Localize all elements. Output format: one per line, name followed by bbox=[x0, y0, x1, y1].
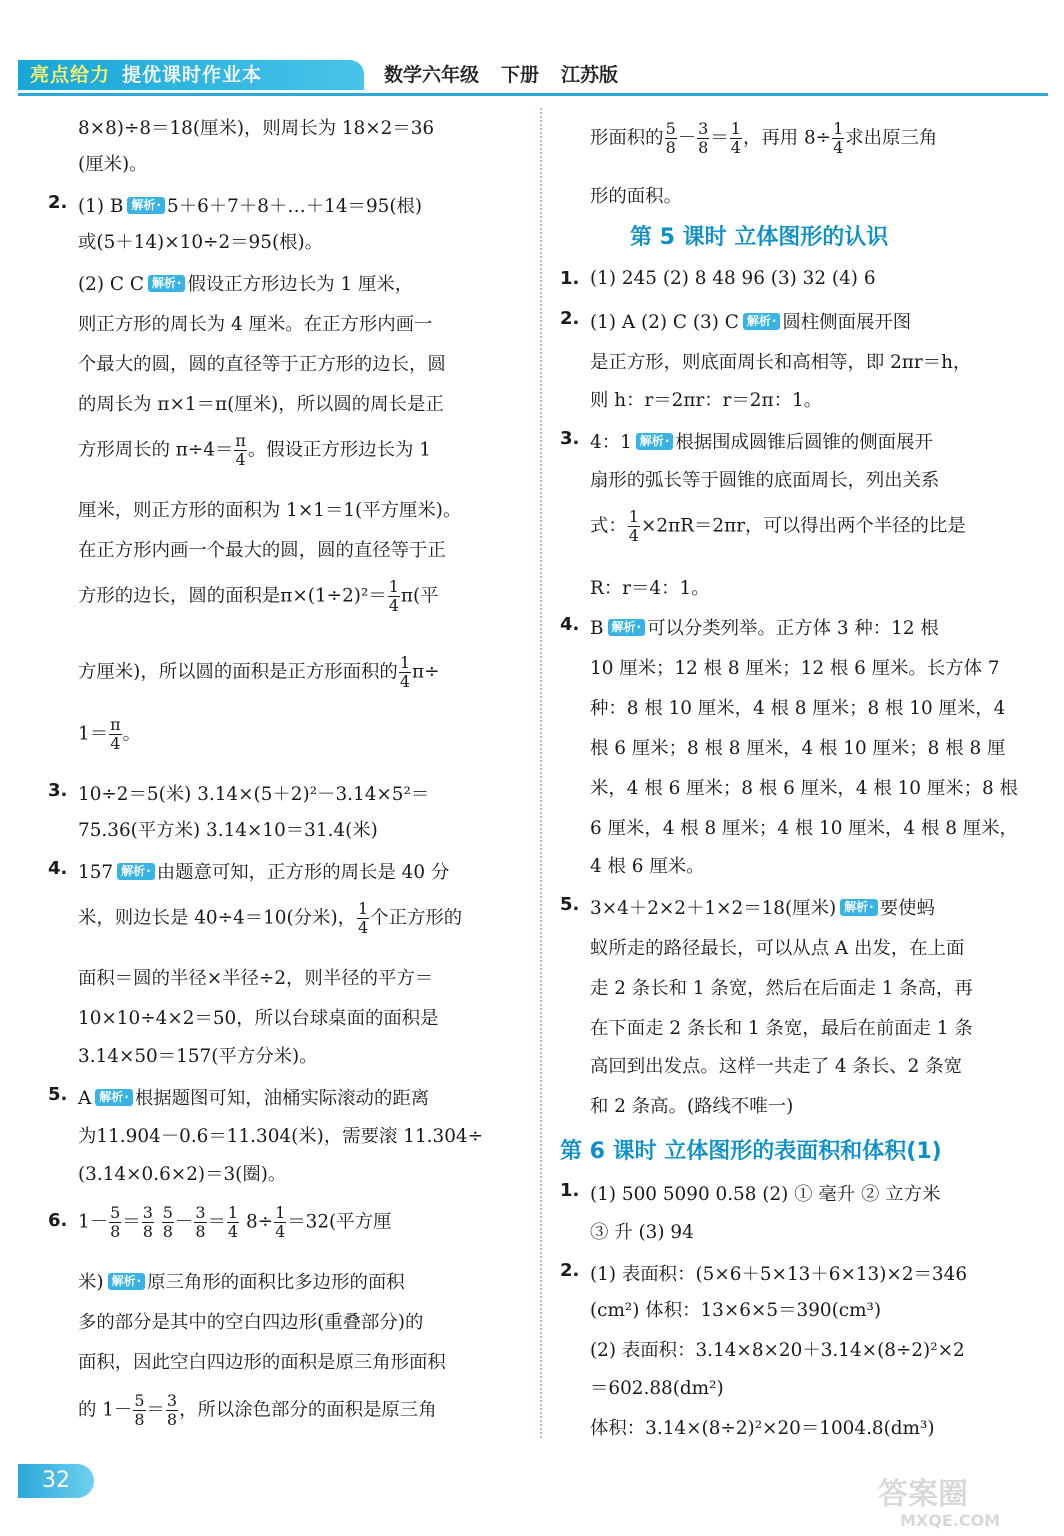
question-number: 2. bbox=[48, 192, 68, 213]
column-divider bbox=[540, 108, 542, 1438]
section-heading: 第 5 课时 立体图形的认识 bbox=[630, 225, 889, 250]
answer-line: 1－ $\frac{5}{8}$ ＝ $\frac{3}{8}$ $\frac{5}{8}$ － $\frac{3}{8}$ ＝ $\frac{1}{4}$ 8÷ $\frac{1}{4}$ ＝32(平方厘 bbox=[78, 1203, 392, 1241]
fraction: $\frac{1}{4}$ bbox=[358, 899, 369, 937]
text-line: 10 厘米；12 根 8 厘米；12 根 6 厘米。长方体 7 bbox=[590, 658, 1000, 679]
section-heading: 第 6 课时 立体图形的表面积和体积(1) bbox=[560, 1139, 942, 1164]
analysis-tag: 解析 · bbox=[108, 1273, 146, 1290]
text-line: (厘米)。 bbox=[78, 154, 148, 175]
answer-line: (1) B 解析 · 5＋6＋7＋8＋…＋14＝95(根) bbox=[78, 192, 422, 218]
question-number: 5. bbox=[48, 1084, 68, 1105]
answer-line: A 解析 · 根据题图可知，油桶实际滚动的距离 bbox=[78, 1084, 429, 1110]
text-line: 米，则边长是 40÷4＝10(分米)， $\frac{1}{4}$ 个正方形的 bbox=[78, 899, 463, 937]
text-line: 在下面走 2 条长和 1 条宽，最后在前面走 1 条 bbox=[590, 1018, 973, 1039]
text-line: 方形的边长，圆的面积是π×(1÷2)²＝ $\frac{1}{4}$ π(平 bbox=[78, 577, 439, 615]
page-number: 32 bbox=[18, 1464, 94, 1498]
text-line: 形面积的 $\frac{5}{8}$ － $\frac{3}{8}$ ＝ $\frac{1}{4}$ ，再用 8÷ $\frac{1}{4}$ 求出原三角 bbox=[590, 119, 938, 157]
answer-line: (1) A (2) C (3) C 解析 · 圆柱侧面展开图 bbox=[590, 308, 911, 334]
analysis-tag: 解析 · bbox=[608, 619, 646, 636]
text-line: ③ 升 (3) 94 bbox=[590, 1222, 694, 1243]
fraction: $\frac{3}{8}$ bbox=[195, 1203, 206, 1241]
text-line: 体积：3.14×(8÷2)²×20＝1004.8(dm³) bbox=[590, 1418, 935, 1439]
text-line: 8×8)÷8＝18(厘米)，则周长为 18×2＝36 bbox=[78, 118, 435, 139]
text-line: 扇形的弧长等于圆锥的底面周长，列出关系 bbox=[590, 470, 940, 491]
text-line: 方形周长的 π÷4＝ $\frac{\pi}{4}$ 。假设正方形边长为 1 bbox=[78, 431, 431, 469]
text-line: ＝602.88(dm²) bbox=[590, 1378, 724, 1399]
text-line: 1＝ $\frac{\pi}{4}$ 。 bbox=[78, 715, 142, 753]
answer-line: B 解析 · 可以分类列举。正方体 3 种：12 根 bbox=[590, 614, 939, 640]
fraction: $\frac{1}{4}$ bbox=[227, 1203, 239, 1241]
text-line: 种：8 根 10 厘米，4 根 8 厘米；8 根 10 厘米，4 bbox=[590, 698, 1006, 719]
fraction: $\frac{5}{8}$ bbox=[134, 1391, 145, 1429]
analysis-tag: 解析 · bbox=[840, 899, 878, 916]
text-line: 根 6 厘米；8 根 8 厘米，4 根 10 厘米；8 根 8 厘 bbox=[590, 738, 1006, 759]
question-number: 3. bbox=[48, 780, 68, 801]
analysis-tag: 解析 · bbox=[148, 275, 186, 292]
text-line: 则 h：r＝2πr：r＝2π：1。 bbox=[590, 390, 823, 411]
text-line: 蚁所走的路径最长，可以从点 A 出发，在上面 bbox=[590, 938, 965, 959]
analysis-tag: 解析 · bbox=[127, 197, 165, 214]
text-line: 面积，因此空白四边形的面积是原三角形面积 bbox=[78, 1352, 446, 1373]
answer-line: (1) 245 (2) 8 48 96 (3) 32 (4) 6 bbox=[590, 268, 876, 289]
svg-text:MXQE.COM: MXQE.COM bbox=[900, 1511, 1001, 1530]
text-line: 厘米，则正方形的面积为 1×1＝1(平方厘米)。 bbox=[78, 500, 462, 521]
text-line: 和 2 条高。(路线不唯一) bbox=[590, 1096, 794, 1117]
question-number: 1. bbox=[560, 268, 580, 289]
answer-line: 3×4＋2×2＋1×2＝18(厘米) 解析 · 要使蚂 bbox=[590, 894, 935, 920]
edition-label: 江苏版 bbox=[561, 64, 619, 86]
fraction: $\frac{1}{4}$ bbox=[730, 119, 741, 157]
fraction: $\frac{1}{4}$ bbox=[275, 1203, 286, 1241]
fraction: $\frac{\pi}{4}$ bbox=[235, 431, 246, 469]
analysis-tag: 解析 · bbox=[95, 1089, 133, 1106]
text-line: 形的面积。 bbox=[590, 186, 682, 207]
text-line: (cm²) 体积：13×6×5＝390(cm³) bbox=[590, 1300, 882, 1321]
answer-line: 10÷2＝5(米) 3.14×(5＋2)²－3.14×5²＝ bbox=[78, 784, 430, 805]
fraction: $\frac{5}{8}$ bbox=[162, 1203, 173, 1241]
fraction: $\frac{1}{4}$ bbox=[833, 119, 844, 157]
text-line: 75.36(平方米) 3.14×10＝31.4(米) bbox=[78, 820, 378, 841]
analysis-tag: 解析 · bbox=[743, 313, 781, 330]
question-number: 2. bbox=[560, 308, 580, 329]
question-number: 1. bbox=[560, 1180, 580, 1201]
text-line: 4 根 6 厘米。 bbox=[590, 856, 705, 877]
analysis-tag: 解析 · bbox=[117, 863, 155, 880]
fraction: $\frac{3}{8}$ bbox=[142, 1203, 153, 1241]
book-title bbox=[30, 62, 262, 88]
text-line: 是正方形，则底面周长和高相等，即 2πr＝h， bbox=[590, 352, 972, 373]
question-number: 3. bbox=[560, 428, 580, 449]
fraction: $\frac{5}{8}$ bbox=[665, 119, 676, 157]
text-line: 则正方形的周长为 4 厘米。在正方形内画一 bbox=[78, 314, 433, 335]
analysis-tag: 解析 · bbox=[636, 433, 674, 450]
header-rule bbox=[18, 93, 1048, 96]
answer-line: (1) 500 5090 0.58 (2) ① 毫升 ② 立方米 bbox=[590, 1184, 941, 1205]
text-line: 米) 解析 · 原三角形的面积比多边形的面积 bbox=[78, 1268, 405, 1294]
text-line: (2) 表面积：3.14×8×20＋3.14×(8÷2)²×2 bbox=[590, 1340, 965, 1361]
text-line: 10×10÷4×2＝50，所以台球桌面的面积是 bbox=[78, 1008, 439, 1029]
answer-line: (2) C C 解析 · 假设正方形边长为 1 厘米， bbox=[78, 270, 413, 296]
fraction: $\frac{3}{8}$ bbox=[698, 119, 709, 157]
text-line: 面积＝圆的半径×半径÷2，则半径的平方＝ bbox=[78, 968, 434, 989]
text-line: (3.14×0.6×2)＝3(圈)。 bbox=[78, 1164, 287, 1185]
question-number: 5. bbox=[560, 894, 580, 915]
answer-line: 157 解析 · 由题意可知，正方形的周长是 40 分 bbox=[78, 858, 449, 884]
fraction: $\frac{\pi}{4}$ bbox=[110, 715, 121, 753]
text-line: 个最大的圆，圆的直径等于正方形的边长，圆 bbox=[78, 354, 446, 375]
volume-label: 下册 bbox=[501, 64, 540, 86]
answer-line: (1) 表面积：(5×6＋5×13＋6×13)×2＝346 bbox=[590, 1264, 968, 1285]
text-line: 3.14×50＝157(平方分米)。 bbox=[78, 1046, 318, 1067]
question-number: 2. bbox=[560, 1260, 580, 1281]
text-line: 6 厘米，4 根 8 厘米；4 根 10 厘米，4 根 8 厘米， bbox=[590, 818, 1018, 839]
text-line: 式： $\frac{1}{4}$ ×2πR＝2πr，可以得出两个半径的比是 bbox=[590, 507, 966, 545]
fraction: $\frac{1}{4}$ bbox=[399, 653, 411, 691]
text-line: 的 1－ $\frac{5}{8}$ ＝ $\frac{3}{8}$ ，所以涂色部分的面积是原三角 bbox=[78, 1391, 437, 1429]
fraction: $\frac{1}{4}$ bbox=[388, 577, 399, 615]
text-line: 的周长为 π×1＝π(厘米)，所以圆的周长是正 bbox=[78, 394, 444, 415]
text-line: 高回到出发点。这样一共走了 4 条长、2 条宽 bbox=[590, 1056, 962, 1077]
question-number: 4. bbox=[48, 858, 68, 879]
subject-label: 数学六年级 bbox=[384, 64, 480, 86]
fraction: $\frac{1}{4}$ bbox=[628, 507, 639, 545]
fraction: $\frac{3}{8}$ bbox=[166, 1391, 178, 1429]
brand-name: 亮点给力 bbox=[30, 64, 111, 86]
watermark-logo bbox=[870, 1470, 1050, 1530]
svg-text:答案圈: 答案圈 bbox=[878, 1477, 968, 1512]
text-line: 或(5＋14)×10÷2＝95(根)。 bbox=[78, 232, 324, 253]
text-line: 多的部分是其中的空白四边形(重叠部分)的 bbox=[78, 1312, 424, 1333]
question-number: 4. bbox=[560, 614, 580, 635]
series-name: 提优课时作业本 bbox=[122, 64, 263, 86]
text-line: R：r＝4：1。 bbox=[590, 578, 710, 599]
text-line: 走 2 条长和 1 条宽，然后在后面走 1 条高，再 bbox=[590, 978, 973, 999]
text-line: 为11.904－0.6＝11.304(米)，需要滚 11.304÷ bbox=[78, 1126, 484, 1147]
answer-line: 4：1 解析 · 根据围成圆锥后圆锥的侧面展开 bbox=[590, 428, 933, 454]
text-line: 米，4 根 6 厘米；8 根 6 厘米，4 根 10 厘米；8 根 bbox=[590, 778, 1018, 799]
question-number: 6. bbox=[48, 1210, 68, 1231]
book-edition bbox=[384, 60, 640, 90]
text-line: 在正方形内画一个最大的圆，圆的直径等于正 bbox=[78, 540, 446, 561]
text-line: 方厘米)，所以圆的面积是正方形面积的 $\frac{1}{4}$ π÷ bbox=[78, 653, 440, 691]
fraction: $\frac{5}{8}$ bbox=[110, 1203, 121, 1241]
